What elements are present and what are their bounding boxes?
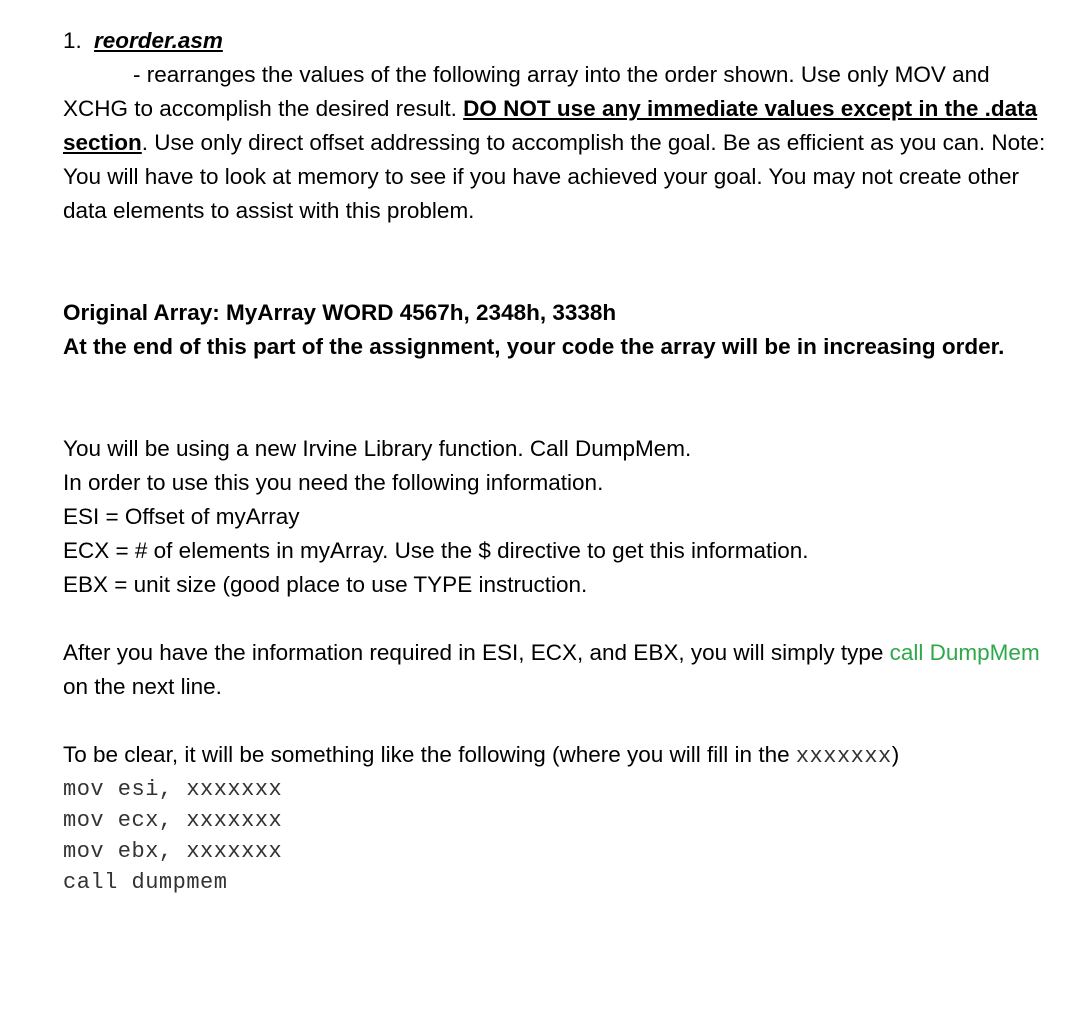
- code-line: mov ecx, xxxxxxx: [63, 808, 283, 833]
- example-close-paren: ): [891, 742, 900, 767]
- code-line: mov ebx, xxxxxxx: [63, 839, 283, 864]
- spacer: [63, 262, 1053, 296]
- assignment-document: [63, 24, 1053, 898]
- dumpmem-line-2: In order to use this you need the following information.: [63, 470, 604, 495]
- heading-filename: reorder.asm: [94, 28, 223, 53]
- example-placeholder: xxxxxxx: [795, 744, 892, 769]
- intro-text-1: - rearranges the values of the following array into the order shown. Use only MOV and XCHG to accomplish the desired result.: [63, 62, 990, 121]
- after-paragraph: [63, 636, 1053, 704]
- intro-paragraph: [63, 58, 1053, 228]
- code-line: call dumpmem: [63, 870, 228, 895]
- spacer: [63, 602, 1053, 636]
- assignment-heading: [63, 24, 1053, 58]
- dumpmem-line-3: ESI = Offset of myArray: [63, 504, 300, 529]
- spacer: [63, 704, 1053, 738]
- dumpmem-line-1: You will be using a new Irvine Library function. Call DumpMem.: [63, 436, 692, 461]
- after-text-1: After you have the information required in ESI, ECX, and EBX, you will simply type: [63, 640, 890, 665]
- heading-number: 1.: [63, 28, 82, 53]
- intro-emphasis: DO NOT use any immediate values except in the .data section: [63, 96, 1038, 155]
- after-text-2: on the next line.: [63, 674, 222, 699]
- example-lead-text: To be clear, it will be something like the following (where you will fill in the: [63, 742, 796, 767]
- dumpmem-line-5: EBX = unit size (good place to use TYPE instruction.: [63, 572, 588, 597]
- example-intro: [63, 738, 1053, 774]
- spacer: [63, 364, 1053, 398]
- intro-text-2: . Use only direct offset addressing to accomplish the goal. Be as efficient as you can. Note: You will have to look at memory to see if you have achieved your goal. You may not create other data elements to assist with this problem.: [63, 130, 1046, 223]
- spacer: [63, 398, 1053, 432]
- code-line: mov esi, xxxxxxx: [63, 777, 283, 802]
- call-dumpmem-text: call DumpMem: [889, 640, 1040, 665]
- spacer: [63, 228, 1053, 262]
- code-example: [63, 774, 1053, 898]
- goal-line: At the end of this part of the assignment, your code the array will be in increasing order.: [63, 334, 1005, 359]
- original-array-line: Original Array: MyArray WORD 4567h, 2348h, 3338h: [63, 300, 617, 325]
- dumpmem-line-4: ECX = # of elements in myArray. Use the $ directive to get this information.: [63, 538, 809, 563]
